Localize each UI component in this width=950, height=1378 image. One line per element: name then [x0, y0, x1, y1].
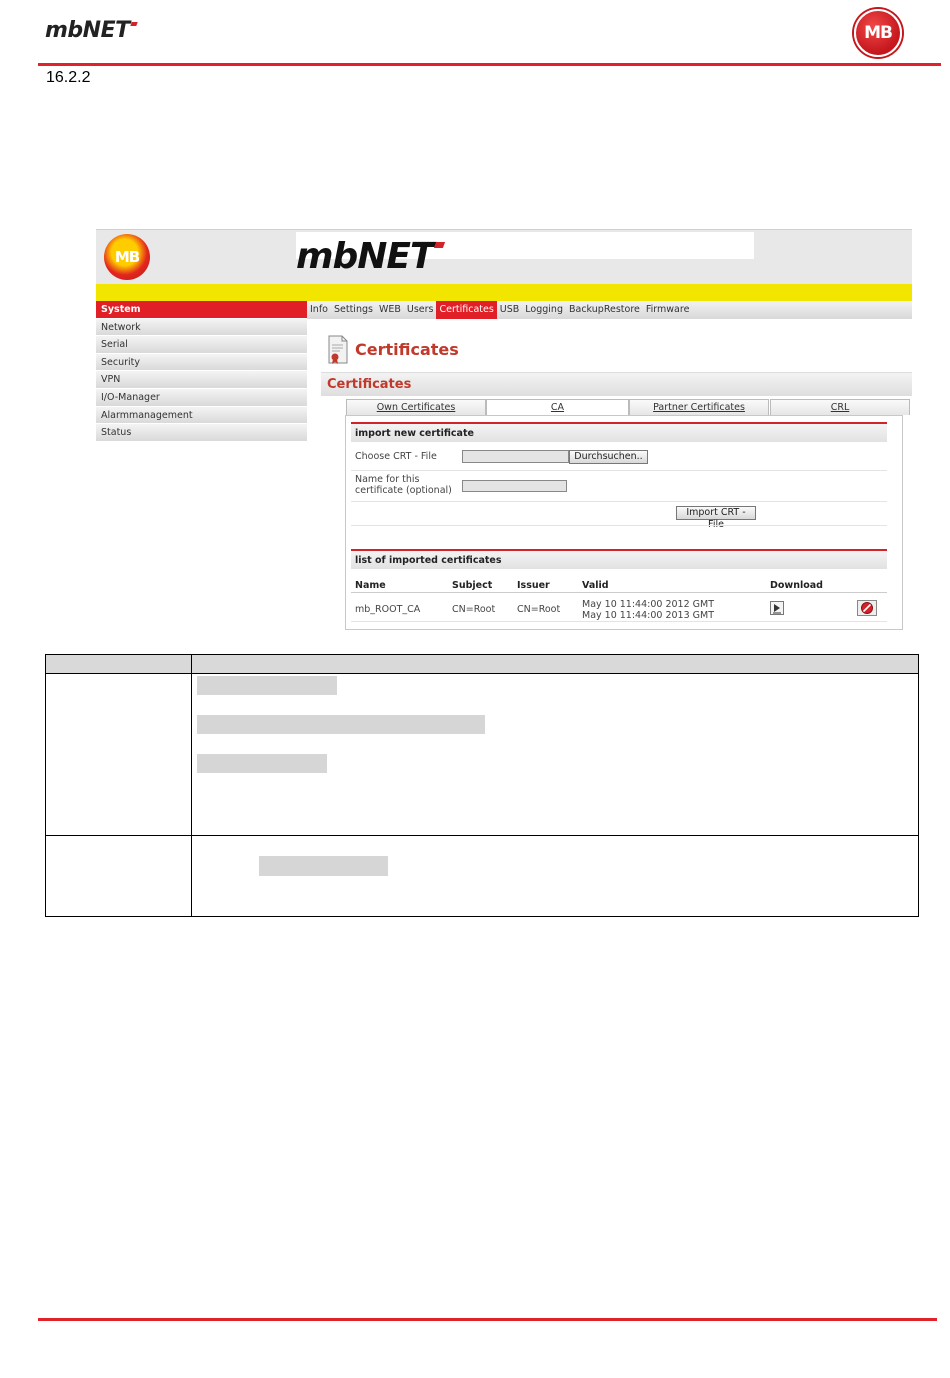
tab-ca[interactable]: CA [486, 399, 629, 415]
cert-name-label: Name for this certificate (optional) [355, 474, 452, 496]
sidebar-item-system[interactable]: System [96, 301, 307, 319]
browse-button[interactable]: Durchsuchen.. [569, 450, 648, 464]
nav-item-info[interactable]: Info [310, 304, 328, 315]
nav-item-logging[interactable]: Logging [525, 304, 563, 315]
section-title: Certificates [327, 377, 412, 392]
certificate-page-icon [326, 335, 350, 365]
document-mb-badge-icon: MB [854, 9, 902, 57]
import-box-title: import new certificate [351, 422, 887, 442]
import-crt-button[interactable]: Import CRT - [676, 506, 756, 520]
nav-item-usb[interactable]: USB [499, 304, 520, 315]
sidebar-item-status[interactable]: Status [96, 424, 307, 442]
mb-logo-icon: MB [104, 234, 150, 280]
tab-partner-certificates[interactable]: Partner Certificates [629, 399, 769, 415]
ca-panel [345, 415, 903, 630]
sidebar [96, 301, 307, 442]
redacted-text [197, 754, 327, 773]
section-number: 16.2.2 [46, 69, 91, 86]
document-brand-logo: mbNET [45, 18, 137, 43]
sidebar-item-serial[interactable]: Serial [96, 336, 307, 354]
yellow-band [96, 284, 912, 301]
cert-valid-cell: May 10 11:44:00 2012 GMT May 10 11:44:00 2013 GMT [582, 599, 715, 621]
header-divider [38, 63, 941, 66]
footer-divider [38, 1318, 937, 1321]
sidebar-item-io-manager[interactable]: I/O-Manager [96, 389, 307, 407]
nav-item-web[interactable]: WEB [378, 304, 401, 315]
choose-file-label: Choose CRT - File [355, 451, 437, 462]
app-header [96, 229, 912, 284]
description-table [45, 654, 919, 917]
cert-name-input[interactable] [462, 480, 567, 492]
column-header-download: Download [770, 580, 823, 591]
nav-item-users[interactable]: Users [406, 304, 434, 315]
file-path-input[interactable] [462, 450, 569, 463]
certificate-tabs [346, 399, 911, 415]
sidebar-item-network[interactable]: Network [96, 319, 307, 337]
redacted-text [259, 856, 388, 876]
tab-own-certificates[interactable]: Own Certificates [346, 399, 486, 415]
delete-icon[interactable] [857, 600, 877, 616]
column-header-issuer: Issuer [517, 580, 550, 591]
app-brand-logo: mbNET [296, 236, 444, 277]
section-header [321, 372, 912, 396]
redacted-text [197, 715, 485, 734]
table-header-row [46, 655, 918, 674]
tab-crl[interactable]: CRL [770, 399, 910, 415]
cert-name-cell: mb_ROOT_CA [355, 604, 421, 615]
nav-item-backuprestore[interactable]: BackupRestore [569, 304, 640, 315]
list-box-title: list of imported certificates [351, 549, 887, 569]
embedded-screenshot [96, 229, 912, 633]
cert-subject-cell: CN=Root [452, 604, 496, 615]
sidebar-item-alarmmanagement[interactable]: Alarmmanagement [96, 407, 307, 425]
column-header-subject: Subject [452, 580, 493, 591]
column-header-valid: Valid [582, 580, 609, 591]
sidebar-item-vpn[interactable]: VPN [96, 371, 307, 389]
redacted-text [197, 676, 337, 695]
nav-item-certificates[interactable]: Certificates [436, 301, 496, 319]
download-icon[interactable] [770, 601, 784, 615]
page-title: Certificates [355, 340, 459, 359]
nav-item-firmware[interactable]: Firmware [645, 304, 690, 315]
column-header-name: Name [355, 580, 386, 591]
nav-item-settings[interactable]: Settings [333, 304, 373, 315]
cert-issuer-cell: CN=Root [517, 604, 561, 615]
top-navigation [307, 301, 912, 319]
sidebar-item-security[interactable]: Security [96, 354, 307, 372]
